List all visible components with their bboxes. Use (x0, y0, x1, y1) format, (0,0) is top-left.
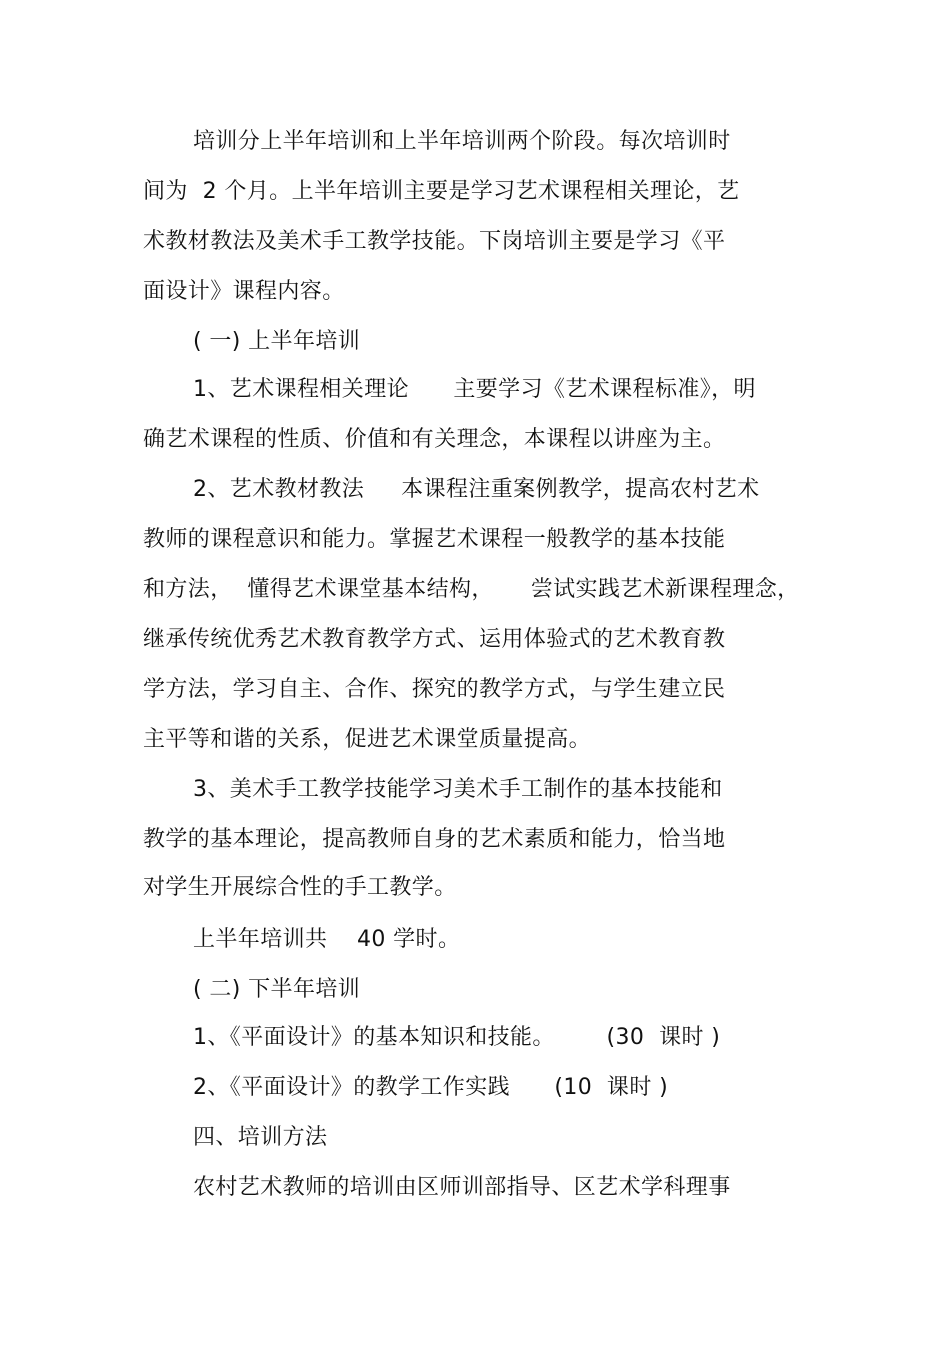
section-heading: ( 一) 上半年培训 (193, 329, 361, 354)
paragraph-line: 农村艺术教师的培训由区师训部指导、区艺术学科理事 (193, 1175, 731, 1200)
paragraph-line: 术教材教法及美术手工教学技能。下岗培训主要是学习《平 (143, 229, 726, 254)
paragraph-line: 上半年培训共 40 学时。 (193, 927, 461, 952)
paragraph-line: 学方法，学习自主、合作、探究的教学方式，与学生建立民 (143, 677, 726, 702)
paragraph-line: 继承传统优秀艺术教育教学方式、运用体验式的艺术教育教 (143, 627, 726, 652)
paragraph-line: 2、《平面设计》的教学工作实践 (10 课时 ) (193, 1075, 669, 1100)
paragraph-line: 1、《平面设计》的基本知识和技能。 (30 课时 ) (193, 1025, 721, 1050)
paragraph-line: 培训分上半年培训和上半年培训两个阶段。每次培训时 (193, 129, 731, 154)
paragraph-line: 和方法， 懂得艺术课堂基本结构， 尝试实践艺术新课程理念， (143, 577, 800, 602)
paragraph-line: 教学的基本理论，提高教师自身的艺术素质和能力，恰当地 (143, 827, 726, 852)
section-heading: 四、培训方法 (193, 1125, 328, 1150)
paragraph-line: 3、美术手工教学技能学习美术手工制作的基本技能和 (193, 777, 723, 802)
section-heading: ( 二) 下半年培训 (193, 977, 361, 1002)
paragraph-line: 2、艺术教材教法 本课程注重案例教学，提高农村艺术 (193, 477, 760, 502)
paragraph-line: 面设计》课程内容。 (143, 279, 345, 304)
paragraph-line: 确艺术课程的性质、价值和有关理念，本课程以讲座为主。 (143, 427, 726, 452)
paragraph-line: 1、艺术课程相关理论 主要学习《艺术课程标准》，明 (193, 377, 756, 402)
paragraph-line: 对学生开展综合性的手工教学。 (143, 875, 457, 900)
paragraph-line: 主平等和谐的关系，促进艺术课堂质量提高。 (143, 727, 592, 752)
paragraph-line: 间为 2 个月。上半年培训主要是学习艺术课程相关理论，艺 (143, 179, 740, 204)
paragraph-line: 教师的课程意识和能力。掌握艺术课程一般教学的基本技能 (143, 527, 726, 552)
